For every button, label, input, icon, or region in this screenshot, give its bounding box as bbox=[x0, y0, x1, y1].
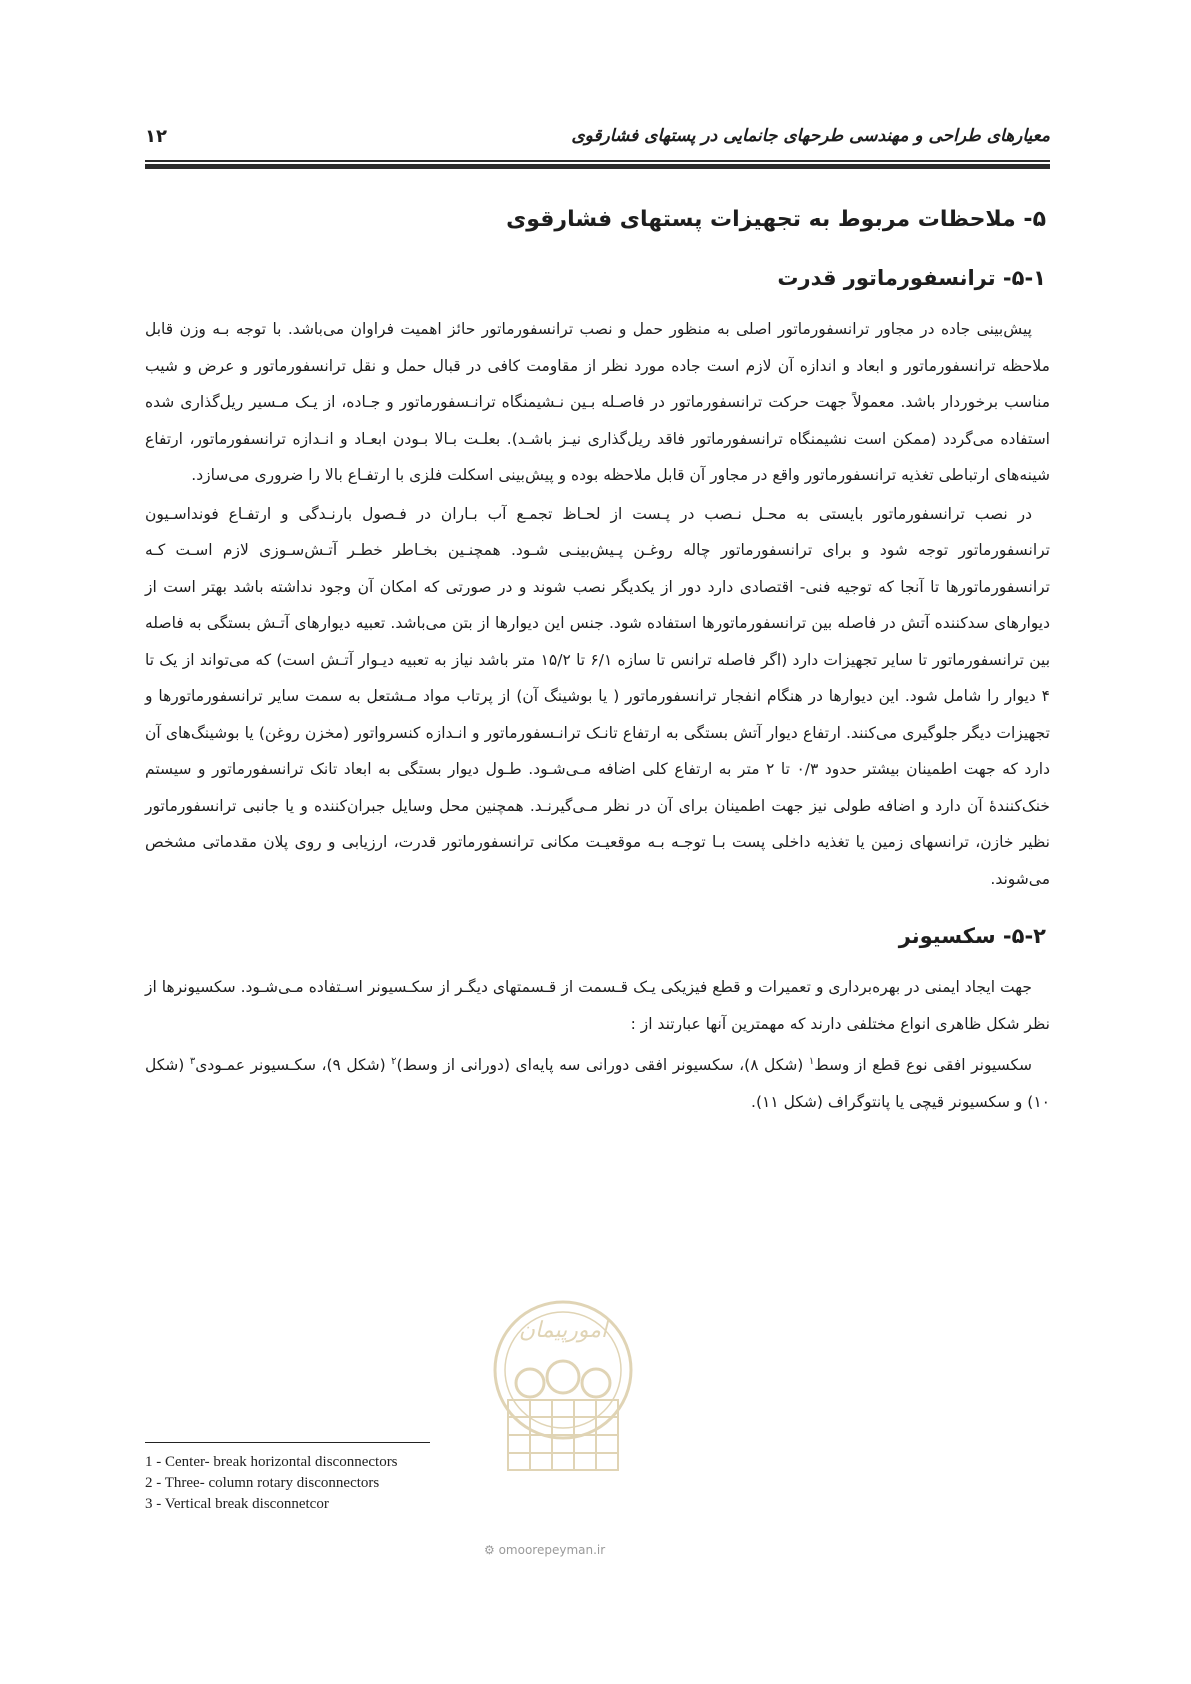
subsection-heading-disconnector: ۵-۲- سکسیونر bbox=[898, 924, 1046, 948]
header-divider-thick bbox=[145, 164, 1050, 169]
running-header-title: معیارهای طراحی و مهندسی طرحهای جانمایی در پستهای فشارقوی bbox=[571, 126, 1050, 146]
watermark-url-text: omoorepeyman.ir bbox=[498, 1543, 606, 1557]
page-number: ۱۲ bbox=[145, 126, 167, 147]
page-body bbox=[145, 205, 1050, 1122]
page-header bbox=[145, 126, 1050, 156]
watermark-logo-text: امورپیمان bbox=[518, 1318, 608, 1343]
footnote-3: 3 - Vertical break disconnetcor bbox=[145, 1496, 329, 1512]
header-divider-thin bbox=[145, 160, 1050, 162]
footnote-2: 2 - Three- column rotary disconnectors bbox=[145, 1475, 380, 1491]
footnote-1: 1 - Center- break horizontal disconnectors bbox=[145, 1454, 398, 1470]
types-text-4: (شکل ۱۰) و سکسیونر قیچی یا پانتوگراف (شکل ۱۱). bbox=[145, 1056, 1050, 1111]
footnote-ref-1[interactable]: ۱ bbox=[808, 1056, 815, 1067]
footnote-ref-2[interactable]: ۲ bbox=[391, 1056, 397, 1067]
types-text-3: (شکل ۹)، سکـسیونر عمـودی bbox=[195, 1056, 392, 1075]
subsection-heading-power-transformer: ۵-۱- ترانسفورماتور قدرت bbox=[777, 266, 1046, 290]
watermark-url: ⚙ omoorepeyman.ir bbox=[484, 1543, 606, 1557]
types-text-2: (شکل ۸)، سکسیونر افقی دورانی سه پایه‌ای (دورانی از وسط) bbox=[396, 1056, 809, 1075]
section-heading: ۵- ملاحظات مربوط به تجهیزات پستهای فشارقوی bbox=[506, 207, 1046, 232]
paragraph: جهت ایجاد ایمنی در بهره‌برداری و تعمیرات و قطع فیزیکی یـک قـسمت از قـسمتهای دیگـر از سکـسیونر اسـتفاده مـی‌شـود. سکسیونرها از نظر شکل ظاهری انواع مختلفی دارند که مهمترین آنها عبارتند از : bbox=[145, 978, 1050, 1033]
paragraph: پیش‌بینی جاده در مجاور ترانسفورماتور اصلی به منظور حمل و نصب ترانسفورماتور حائز اهمیت فراوان می‌باشد. با توجه بـه وزن قابل ملاحظه ترانسفورماتور و ابعاد و اندازه آن لازم است جاده مورد نظر از مقاومت کافی در قبال حمل و نقل ترانسفورماتور و عرض و شیب مناسب برخوردار باشد. معمولاً جهت حرکت ترانسفورماتور در فاصـله بـین نـشیمنگاه ترانـسفورماتور و جـاده، از یـک مـسیر ریل‌گذاری شده استفاده می‌گردد (ممکن است نشیمنگاه ترانسفورماتور فاقد ریل‌گذاری نیـز باشـد). بعلـت بـالا بـودن ابعـاد و انـدازه ترانسفورماتور، ارتفاع شینه‌های ارتباطی تغذیه ترانسفورماتور واقع در مجاور آن قابل ملاحظه بوده و پیش‌بینی اسکلت فلزی با ارتفـاع بالا را ضروری می‌سازد. bbox=[145, 320, 1050, 484]
paragraph: در نصب ترانسفورماتور بایستی به محـل نـصب در پـست از لحـاظ تجمـع آب بـاران در فـصول بارنـدگی و ارتفـاع فونداسـیون ترانسفورماتور توجه شود و برای ترانسفورماتور چاله روغـن پـیش‌بینـی شـود. همچنـین بخـاطر خطـر آتـش‌سـوزی لازم اسـت کـه ترانسفورماتورها تا آنجا که توجیه فنی- اقتصادی دارد دور از یکدیگر نصب شوند و در صورتی که امکان آن وجود نداشته باشد بهتر است از دیوارهای سدکننده آتش در فاصله بین ترانسفورماتورها استفاده شود. جنس این دیوارها از بتن می‌باشد. تعبیه دیوارهای آتـش بستگی به فاصله بین ترانسفورماتور تا سایر تجهیزات دارد (اگر فاصله ترانس تا سازه ۶/۱ تا ۱۵/۲ متر باشد نیاز به تعبیه دیـوار آتـش است) که می‌تواند از یک تا ۴ دیوار را شامل شود. این دیوارها در هنگام انفجار ترانسفورماتور ( یا بوشینگ آن) از پرتاب مواد مـشتعل به سمت سایر ترانسفورماتورها و تجهیزات دیگر جلوگیری می‌کنند. ارتفاع دیوار آتش بستگی به ارتفاع تانـک ترانـسفورماتور و انـدازه کنسرواتور (مخزن روغن) یا بوشینگ‌های آن دارد که جهت اطمینان بیشتر حدود ۰/۳ تا ۲ متر به ارتفاع کلی اضافه مـی‌شـود. طـول دیوار بستگی به ابعاد تانک ترانسفورماتور و سیستم خنک‌کنندهٔ آن دارد و اضافه طولی نیز جهت اطمینان برای آن در نظر مـی‌گیرنـد. همچنین محل وسایل جبران‌کننده و یا جانبی ترانسفورماتور نظیر خازن، ترانسهای زمین یا تغذیه داخلی پست بـا توجـه بـه موقعیـت مکانی ترانسفورماتور قدرت، ارزیابی و روی پلان مقدماتی مشخص می‌شوند. bbox=[145, 504, 1051, 888]
footnote-divider bbox=[145, 1442, 430, 1443]
footnotes bbox=[145, 1452, 545, 1515]
footnote-ref-3[interactable]: ۳ bbox=[189, 1056, 196, 1067]
disconnector-types-paragraph bbox=[145, 1044, 1050, 1120]
types-text-1: سکسیونر افقی نوع قطع از وسط bbox=[814, 1056, 1033, 1075]
